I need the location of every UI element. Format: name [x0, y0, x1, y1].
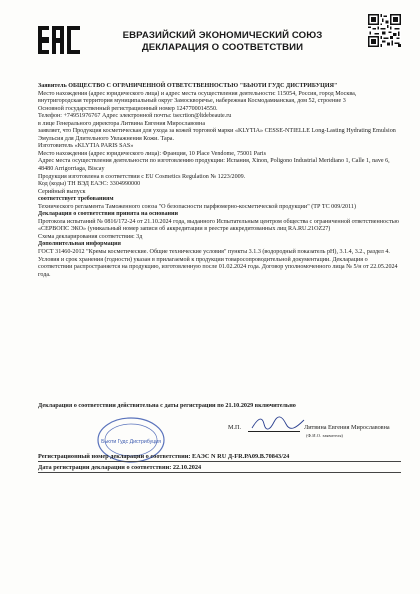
registration-number-row	[38, 452, 401, 463]
product-description: заявляет, что Продукция косметическая для ухода за кожей торговой марки «KLYTIA» CESSE-NTIELLE Long-Lasting Hydrating Emulsion Эмульсия для Длительного Увлажнения Кожи. Тара.	[38, 128, 396, 142]
qr-code-icon	[368, 14, 401, 47]
technical-regulation: Технического регламента Таможенного союза "О безопасности парфюмерно-косметической продукции" (ТР ТС 009/2011)	[38, 203, 357, 210]
regulation-note: Продукция изготовлена в соответствии с EU Cosmetics Regulation № 1223/2009.	[38, 173, 246, 180]
eac-logo-icon	[38, 26, 80, 54]
additional-info: ГОСТ 31460-2012 "Кремы косметические. Общие технические условия" пункты 3.1.3 (водородный показатель pH), 3.1.4, 3.2., раздел 4. Условия и срок хранения (годности) указан в прилагаемой к продукции товаросопроводительной документации. Декларация о соответствии распространяется на продукцию, изготовленную после 01.02.2024 года. Договор уполномоченного лица № 5/н от 22.05.2024 года.	[38, 249, 398, 278]
seal-place-label: М.П.	[228, 424, 242, 431]
declaration-heading: ДЕКЛАРАЦИЯ О СООТВЕТСТВИИ	[141, 42, 304, 53]
declaration-scheme: Схема декларирования соответствия: 3д	[38, 233, 143, 240]
hs-code: Код (коды) ТН ВЭД ЕАЭС: 3304990000	[38, 181, 141, 188]
signature-block	[38, 402, 401, 445]
manufacturer-name: Изготовитель «KLYTIA PARIS SAS»	[38, 143, 134, 150]
validity-statement: Декларация о соответствии действительна с даты регистрации по 21.10.2029 включительно	[38, 402, 296, 409]
document-header	[38, 0, 401, 74]
applicant-contacts: Телефон: +74951976767 Адрес электронной почты: tsecrtion@ltdebeaute.ru	[38, 113, 232, 120]
registration-block	[38, 452, 401, 474]
basis-heading: Декларация о соответствии принята на основании	[38, 211, 179, 218]
manufacturing-site: Адрес места осуществления деятельности по изготовлению продукции: Испания, Xinon, Poligono Industrial Meridiano 1, Calle 1, nave 6, 48480 Arrigorriaga, Biscay	[38, 158, 390, 173]
stamp-text: Бьюти Гудс Дистрибуция	[101, 439, 161, 445]
signer-caption: (Ф.И.О. заявителя)	[306, 433, 343, 438]
applicant-address: Место нахождения (адрес юридического лица) и адрес места осуществления деятельности: 115054, Россия, город Москва, внутригородская территория муниципальный округ Замоскворечье, набережная Космодамианская, дом 52, строение 3	[38, 90, 357, 105]
registration-date-row	[38, 463, 401, 474]
applicant-representative: в лице Генерального директора Литвина Евгения Мирославовна	[38, 120, 206, 127]
test-protocol: Протокола испытаний № 0816/172-24 от 21.10.2024 года, выданного Испытательным центром общества с ограниченной ответственностью «СЕРВОПС ЭКО» (уникальный номер записи об аккредитации в реестре аккредитованных лиц RA.RU.21OZ27)	[38, 218, 399, 233]
registration-number: Регистрационный номер декларации о соответствии: ЕАЭС N RU Д-FR.РА09.В.70843/24	[38, 453, 290, 460]
declaration-body	[38, 83, 401, 279]
manufacturer-address: Место нахождения (адрес юридического лица): Франция, 10 Place Vendome, 75001 Paris	[38, 150, 266, 157]
signer-name: Литвина Евгения Мирославовна	[304, 424, 390, 431]
production-type: Серийный выпуск	[38, 188, 86, 195]
conformity-heading: соответствует требованиям	[38, 196, 114, 203]
handwritten-signature-icon	[248, 414, 308, 432]
document-title	[90, 30, 355, 54]
applicant-ogrn: Основной государственный регистрационный номер 1247700014550.	[38, 105, 218, 112]
additional-info-heading: Дополнительная информация	[38, 241, 121, 248]
union-name: ЕВРАЗИЙСКИЙ ЭКОНОМИЧЕСКИЙ СОЮЗ	[122, 30, 323, 41]
registration-date: Дата регистрации декларации о соответствии: 22.10.2024	[38, 464, 202, 471]
signature-line	[248, 431, 300, 432]
applicant-line: Заявитель ОБЩЕСТВО С ОГРАНИЧЕННОЙ ОТВЕТСТВЕННОСТЬЮ "БЬЮТИ ГУДС ДИСТРИБУЦИЯ"	[38, 83, 338, 89]
